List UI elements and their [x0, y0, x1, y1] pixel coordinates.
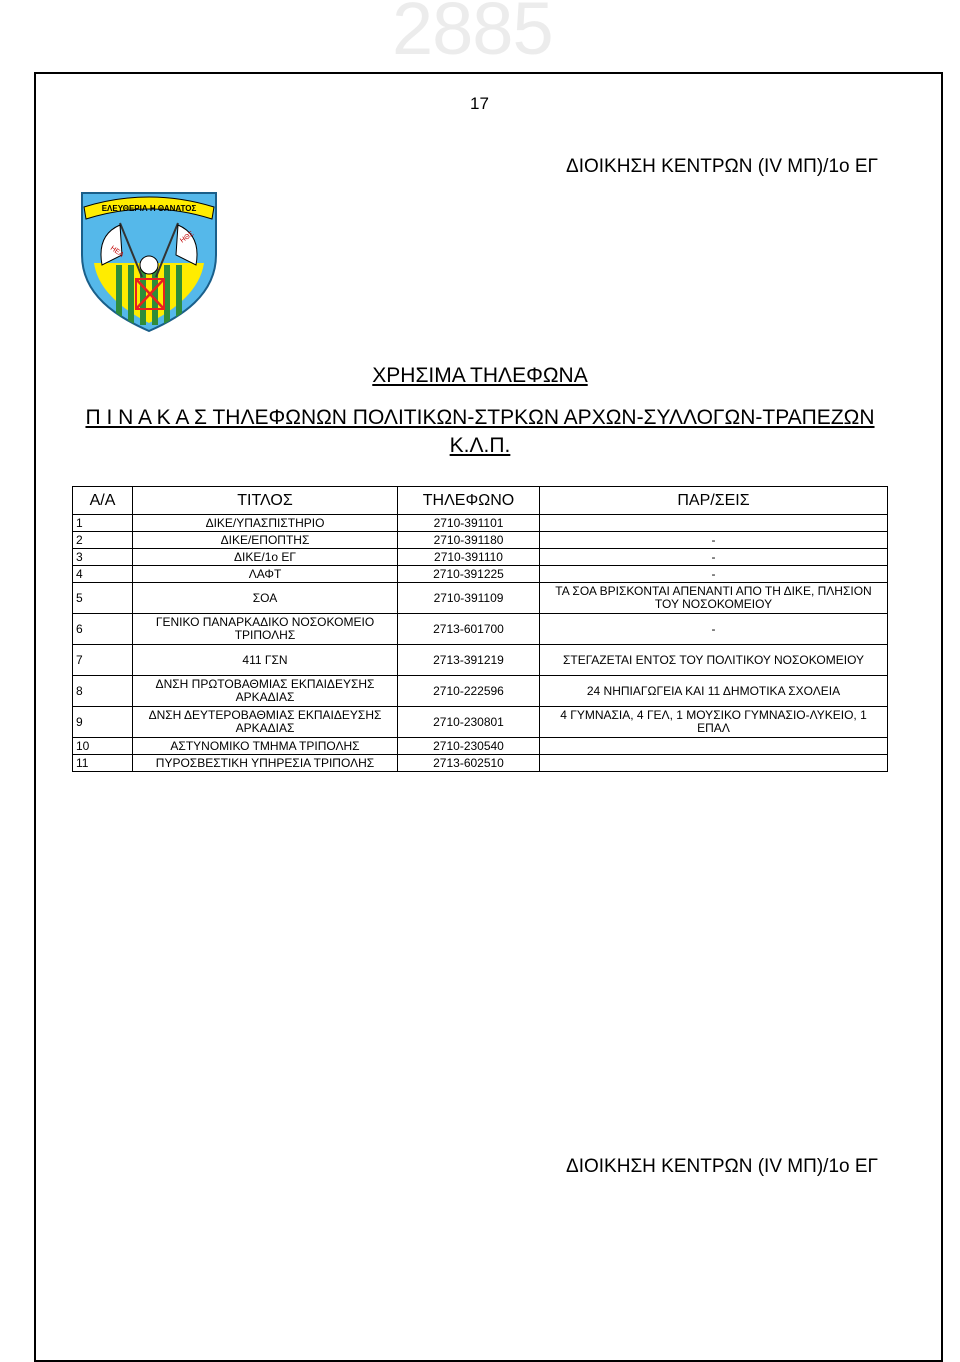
page-subtitle: Π Ι Ν Α Κ Α Σ ΤΗΛΕΦΩΝΩΝ ΠΟΛΙΤΙΚΩΝ-ΣΤΡΚΩΝ ΑΡΧΩΝ-ΣΥΛΛΟΓΩΝ-ΤΡΑΠΕΖΩΝ Κ.Λ.Π.	[85, 406, 875, 457]
row-title: ΔΙΚΕ/ΕΠΟΠΤΗΣ	[133, 532, 398, 549]
table-row	[73, 755, 888, 772]
row-num: 7	[73, 645, 133, 676]
row-notes: -	[540, 549, 888, 566]
header-num: Α/Α	[73, 487, 133, 515]
footer-unit-name: ΔΙΟΙΚΗΣΗ ΚΕΝΤΡΩΝ (ΙV ΜΠ)/1ο ΕΓ	[566, 1156, 878, 1177]
row-num: 5	[73, 583, 133, 614]
table-row	[73, 583, 888, 614]
table-row	[73, 676, 888, 707]
watermark-number: 2885	[392, 0, 553, 70]
row-notes: ΣΤΕΓΑΖΕΤΑΙ ΕΝΤΟΣ ΤΟΥ ΠΟΛΙΤΙΚΟΥ ΝΟΣΟΚΟΜΕΙΟΥ	[540, 645, 888, 676]
table-row	[73, 645, 888, 676]
row-phone: 2710-391101	[398, 515, 540, 532]
row-num: 6	[73, 614, 133, 645]
table-row	[73, 549, 888, 566]
motto-text: ΕΛΕΥΘΕΡΙΑ Η ΘΑΝΑΤΟΣ	[101, 204, 197, 213]
header-unit-name: ΔΙΟΙΚΗΣΗ ΚΕΝΤΡΩΝ (ΙV ΜΠ)/1ο ΕΓ	[566, 156, 878, 177]
row-phone: 2710-391180	[398, 532, 540, 549]
row-phone: 2710-222596	[398, 676, 540, 707]
row-phone: 2710-391109	[398, 583, 540, 614]
row-num: 1	[73, 515, 133, 532]
row-title: ΠΥΡΟΣΒΕΣΤΙΚΗ ΥΠΗΡΕΣΙΑ ΤΡΙΠΟΛΗΣ	[133, 755, 398, 772]
table-row	[73, 515, 888, 532]
row-notes	[540, 755, 888, 772]
phone-table	[72, 486, 888, 772]
row-num: 9	[73, 707, 133, 738]
table-row	[73, 614, 888, 645]
row-phone: 2713-602510	[398, 755, 540, 772]
row-num: 2	[73, 532, 133, 549]
row-notes: 4 ΓΥΜΝΑΣΙΑ, 4 ΓΕΛ, 1 ΜΟΥΣΙΚΟ ΓΥΜΝΑΣΙΟ-ΛΥΚΕΙΟ, 1 ΕΠΑΛ	[540, 707, 888, 738]
row-title: ΔΙΚΕ/1ο ΕΓ	[133, 549, 398, 566]
row-phone: 2710-230801	[398, 707, 540, 738]
row-phone: 2713-601700	[398, 614, 540, 645]
row-title: ΔΙΚΕ/ΥΠΑΣΠΙΣΤΗΡΙΟ	[133, 515, 398, 532]
row-title: ΔΝΣΗ ΠΡΩΤΟΒΑΘΜΙΑΣ ΕΚΠΑΙΔΕΥΣΗΣ ΑΡΚΑΔΙΑΣ	[133, 676, 398, 707]
table-row	[73, 532, 888, 549]
page-title: ΧΡΗΣΙΜΑ ΤΗΛΕΦΩΝΑ	[372, 364, 588, 387]
row-num: 8	[73, 676, 133, 707]
row-notes	[540, 515, 888, 532]
row-num: 3	[73, 549, 133, 566]
row-num: 10	[73, 738, 133, 755]
row-notes: -	[540, 566, 888, 583]
row-title: ΛΑΦΤ	[133, 566, 398, 583]
row-title: ΔΝΣΗ ΔΕΥΤΕΡΟΒΑΘΜΙΑΣ ΕΚΠΑΙΔΕΥΣΗΣ ΑΡΚΑΔΙΑΣ	[133, 707, 398, 738]
row-notes: -	[540, 532, 888, 549]
flag-right-text: ΗΘΣ	[179, 230, 196, 245]
flag-left-text: ΗΕΑ	[108, 244, 125, 259]
row-notes: ΤΑ ΣΟΑ ΒΡΙΣΚΟΝΤΑΙ ΑΠΕΝΑΝΤΙ ΑΠΟ ΤΗ ΔΙΚΕ, ΠΛΗΣΙΟΝ ΤΟΥ ΝΟΣΟΚΟΜΕΙΟΥ	[540, 583, 888, 614]
table-row	[73, 707, 888, 738]
table-row	[73, 566, 888, 583]
unit-emblem-icon	[76, 185, 222, 335]
row-title: ΓΕΝΙΚΟ ΠΑΝΑΡΚΑΔΙΚΟ ΝΟΣΟΚΟΜΕΙΟ ΤΡΙΠΟΛΗΣ	[133, 614, 398, 645]
table-row	[73, 738, 888, 755]
header-notes: ΠΑΡ/ΣΕΙΣ	[540, 487, 888, 515]
row-phone: 2710-391225	[398, 566, 540, 583]
row-notes: 24 ΝΗΠΙΑΓΩΓΕΙΑ ΚΑΙ 11 ΔΗΜΟΤΙΚΑ ΣΧΟΛΕΙΑ	[540, 676, 888, 707]
header-phone: ΤΗΛΕΦΩΝΟ	[398, 487, 540, 515]
row-title: ΑΣΤΥΝΟΜΙΚΟ ΤΜΗΜΑ ΤΡΙΠΟΛΗΣ	[133, 738, 398, 755]
page-number: 17	[470, 94, 489, 113]
row-notes	[540, 738, 888, 755]
row-title: ΣΟΑ	[133, 583, 398, 614]
row-phone: 2710-230540	[398, 738, 540, 755]
header-title: ΤΙΤΛΟΣ	[133, 487, 398, 515]
row-phone: 2713-391219	[398, 645, 540, 676]
row-num: 11	[73, 755, 133, 772]
row-title: 411 ΓΣΝ	[133, 645, 398, 676]
row-num: 4	[73, 566, 133, 583]
row-phone: 2710-391110	[398, 549, 540, 566]
table-header-row	[73, 487, 888, 515]
row-notes: -	[540, 614, 888, 645]
